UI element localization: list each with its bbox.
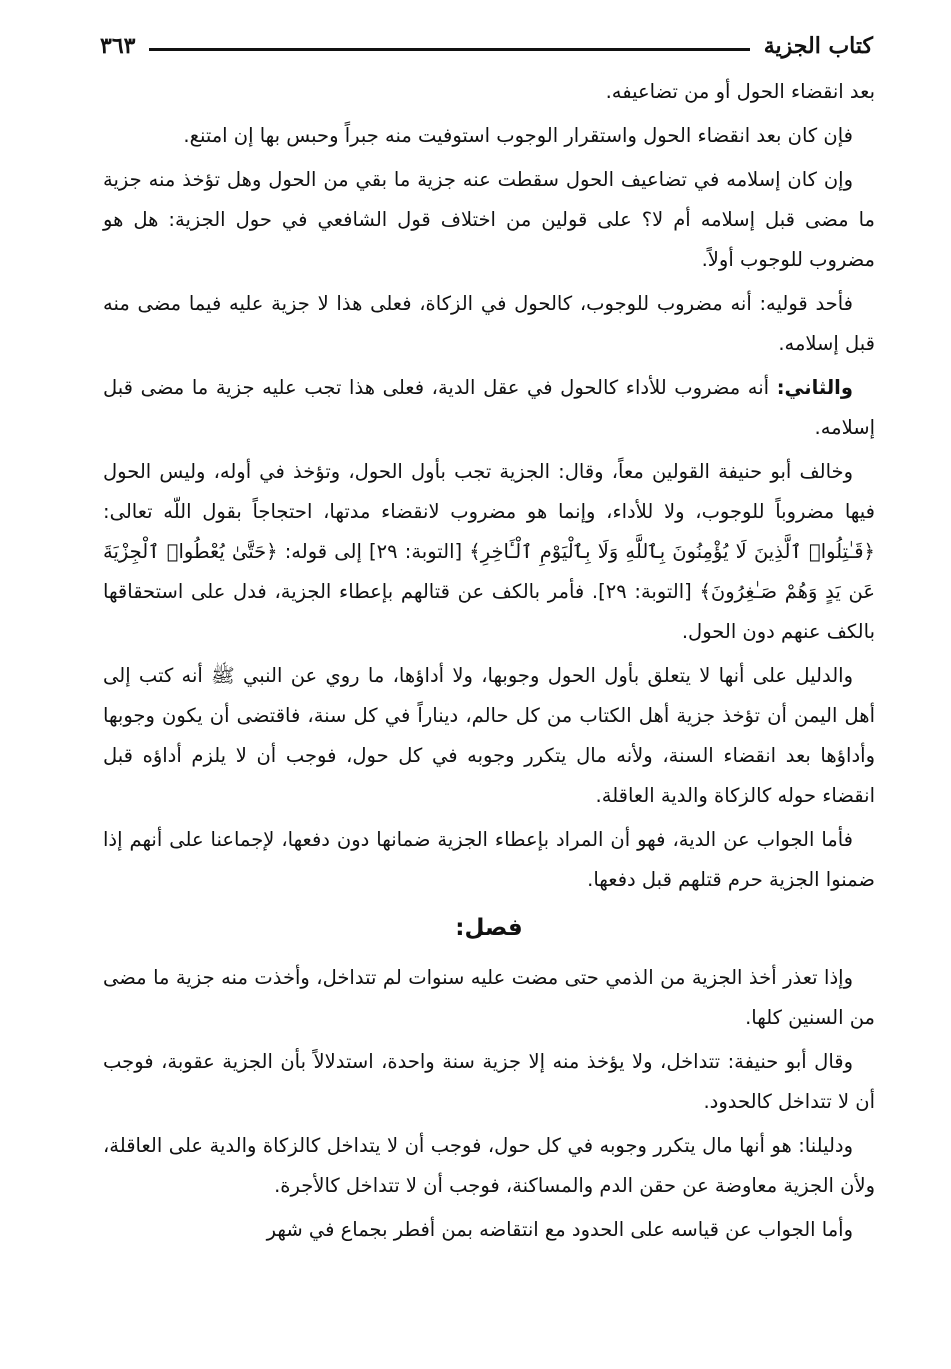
paragraph: فإن كان بعد انقضاء الحول واستقرار الوجوب استوفيت منه جبراً وحبس بها إن امتنع. [183,124,853,147]
paragraph: وخالف أبو حنيفة القولين معاً، وقال: الجزية تجب بأول الحول، وتؤخذ في أوله، وليس الحول فيها مضروباً للوجوب، ولا للأداء، وإنما هو مضروب لانقضاء مدتها، احتجاجاً بقول اللّه تعالى: ﴿قَـٰتِلُوا۟ ٱلَّذِينَ لَا يُؤْمِنُونَ بِٱللَّهِ وَلَا بِٱلْيَوْمِ ٱلْـَٔاخِرِ﴾ [التوبة: ٢٩] إلى قوله: ﴿حَتَّىٰ يُعْطُوا۟ ٱلْجِزْيَةَ عَن يَدٍ وَهُمْ صَـٰغِرُونَ﴾ [التوبة: ٢٩]. فأمر بالكف عن قتالهم بإعطاء الجزية، فدل على استحقاقها بالكف عنهم دون الحول. [103,460,875,643]
paragraph: والدليل على أنها لا يتعلق بأول الحول وجوبها، ولا أداؤها، ما روي عن النبي ﷺ أنه كتب إلى أهل اليمن أن تؤخذ جزية أهل الكتاب من كل حالم، ديناراً في كل سنة، فاقتضى أن يكون وجوبها وأداؤها بعد انقضاء السنة، ولأنه مال يتكرر وجوبه في كل حول، فوجب أن لا يلزم أداؤه قبل انقضاء حوله كالزكاة والدية العاقلة. [103,664,875,807]
paragraph: بعد انقضاء الحول أو من تضاعيفه. [605,80,875,103]
paragraph-body: أنه مضروب للأداء كالحول في عقل الدية، فعلى هذا تجب عليه جزية ما مضى قبل إسلامه. [103,376,875,439]
main-text [103,72,875,1254]
page-number: ٣٦٣ [100,33,136,59]
paragraph: وإذا تعذر أخذ الجزية من الذمي حتى مضت عليه سنوات لم تتداخل، وأخذت منه جزية ما مضى من السنين كلها. [103,966,875,1029]
paragraph: وأما الجواب عن قياسه على الحدود مع انتقاضه بمن أفطر بجماع في شهر [266,1218,853,1241]
header-rule [149,48,749,51]
paragraph: وقال أبو حنيفة: تتداخل، ولا يؤخذ منه إلا جزية سنة واحدة، استدلالاً بأن الجزية عقوبة، فوجب أن لا تتداخل كالحدود. [103,1050,875,1113]
paragraph: فأحد قوليه: أنه مضروب للوجوب، كالحول في الزكاة، فعلى هذا لا جزية عليه فيما مضى منه قبل إسلامه. [103,292,875,355]
chapter-title: كتاب الجزية [763,33,873,59]
running-header [100,26,873,66]
paragraph: فأما الجواب عن الدية، فهو أن المراد بإعطاء الجزية ضمانها دون دفعها، لإجماعنا على أنهم إذا ضمنوا الجزية حرم قتلهم قبل دفعها. [103,828,875,891]
paragraph-lead: والثاني: [776,376,853,399]
paragraph [103,368,875,448]
paragraph: وإن كان إسلامه في تضاعيف الحول سقطت عنه جزية ما بقي من الحول وهل تؤخذ منه جزية ما مضى قبل إسلامه أم لا؟ على قولين من اختلاف قول الشافعي في حول الجزية: هل هو مضروب للوجوب أولاً. [103,168,875,271]
section-heading: فصل: [455,915,523,941]
paragraph: ودليلنا: هو أنها مال يتكرر وجوبه في كل حول، فوجب أن لا يتداخل كالزكاة والدية على العاقلة، ولأن الجزية معاوضة عن حقن الدم والمساكنة، فوجب أن لا تتداخل كالأجرة. [103,1134,875,1197]
